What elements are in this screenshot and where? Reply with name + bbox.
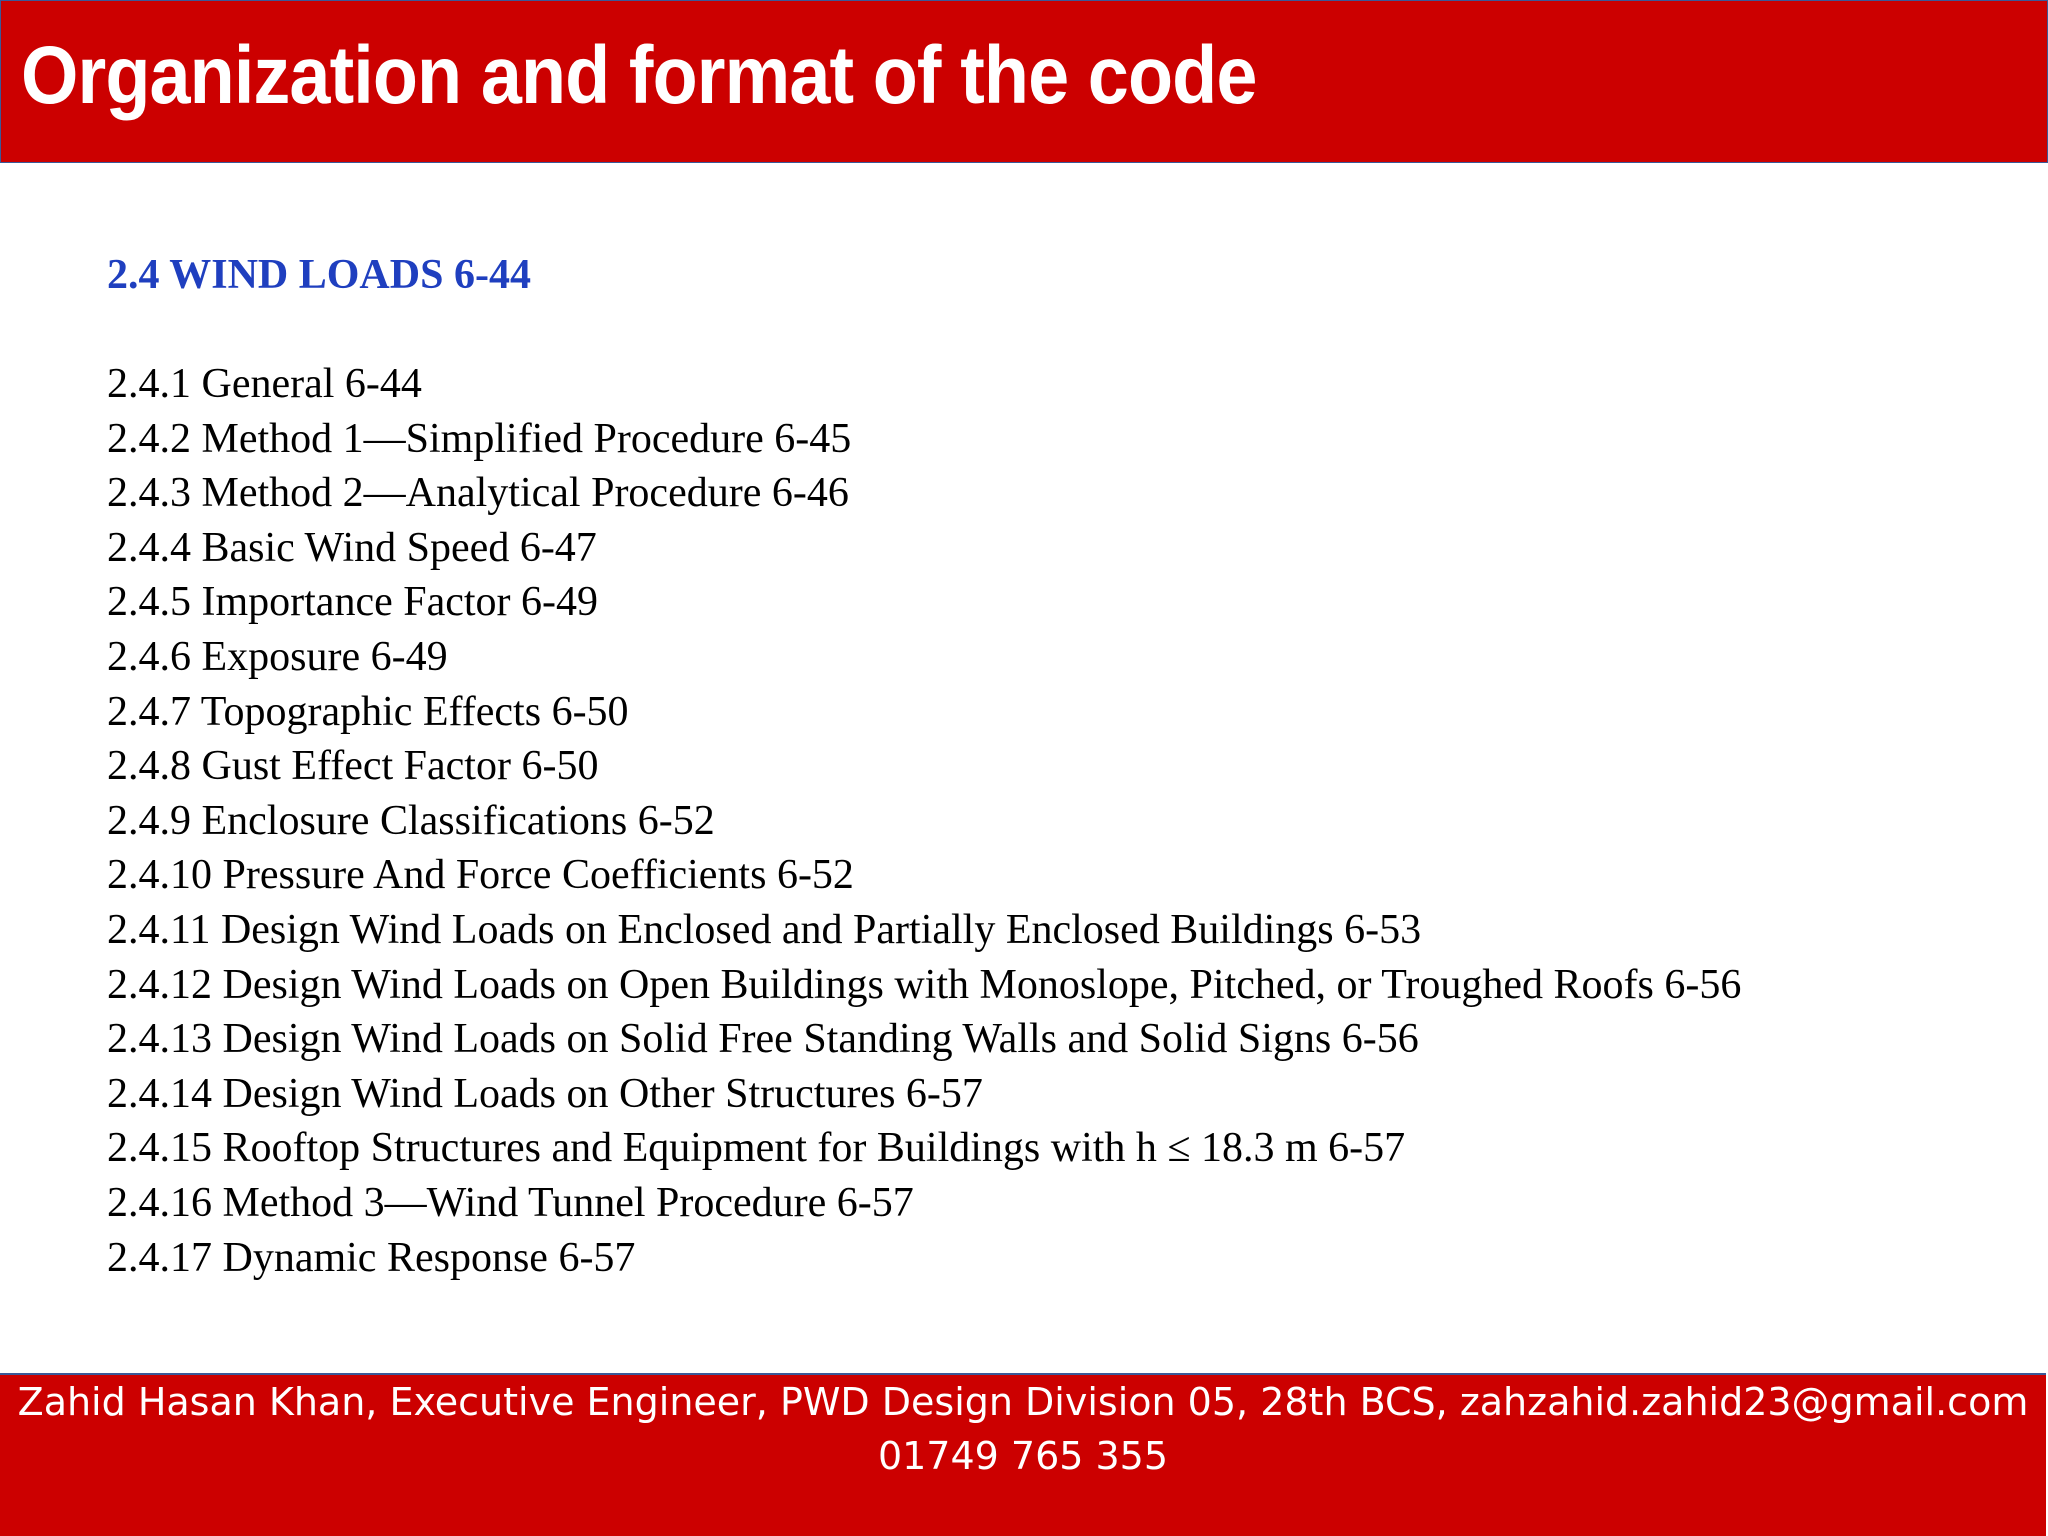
toc-item-2-4-4: 2.4.4 Basic Wind Speed 6-47: [107, 524, 597, 571]
toc-item-2-4-8: 2.4.8 Gust Effect Factor 6-50: [107, 743, 599, 790]
toc-item-2-4-13: 2.4.13 Design Wind Loads on Solid Free Standing Walls and Solid Signs 6-56: [107, 1016, 1419, 1063]
toc-item-2-4-9: 2.4.9 Enclosure Classifications 6-52: [107, 797, 715, 844]
toc-item-2-4-16: 2.4.16 Method 3—Wind Tunnel Procedure 6-57: [107, 1179, 914, 1226]
toc-item-2-4-11: 2.4.11 Design Wind Loads on Enclosed and Partially Enclosed Buildings 6-53: [107, 906, 1422, 953]
toc-item-2-4-10: 2.4.10 Pressure And Force Coefficients 6-52: [107, 852, 854, 899]
toc-list: [107, 357, 1741, 1285]
toc-item-2-4-1: 2.4.1 General 6-44: [107, 361, 422, 407]
toc-item-2-4-12: 2.4.12 Design Wind Loads on Open Buildings with Monoslope, Pitched, or Troughed Roofs 6-56: [107, 961, 1742, 1008]
toc-item-2-4-7: 2.4.7 Topographic Effects 6-50: [107, 688, 629, 735]
header-banner: [0, 0, 2048, 163]
toc-item-2-4-17: 2.4.17 Dynamic Response 6-57: [107, 1234, 636, 1281]
footer-phone-line: 01749 765 355: [877, 1434, 1169, 1478]
toc-item-2-4-6: 2.4.6 Exposure 6-49: [107, 633, 448, 680]
toc-item-2-4-2: 2.4.2 Method 1—Simplified Procedure 6-45: [107, 415, 852, 462]
footer-author-line: Zahid Hasan Khan, Executive Engineer, PWD Design Division 05, 28th BCS, zahzahid.zahid23@gmail.com: [17, 1380, 2029, 1424]
section-heading: 2.4 WIND LOADS 6-44: [107, 252, 531, 298]
toc-item-2-4-3: 2.4.3 Method 2—Analytical Procedure 6-46: [107, 470, 849, 517]
slide-title: Organization and format of the code: [21, 30, 1257, 121]
toc-item-2-4-5: 2.4.5 Importance Factor 6-49: [107, 579, 599, 626]
toc-item-2-4-14: 2.4.14 Design Wind Loads on Other Structures 6-57: [107, 1070, 983, 1117]
toc-item-2-4-15: 2.4.15 Rooftop Structures and Equipment for Buildings with h ≤ 18.3 m 6-57: [107, 1125, 1406, 1172]
